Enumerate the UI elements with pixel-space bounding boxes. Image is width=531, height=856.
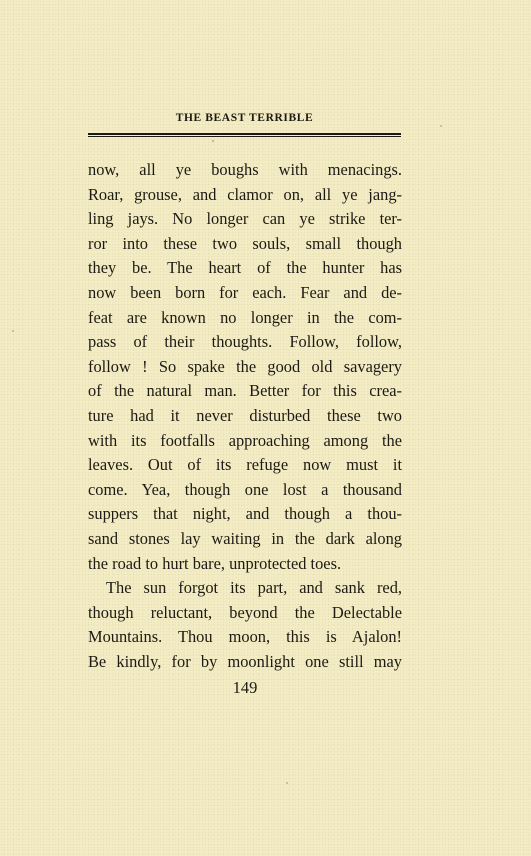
text-line: feat are known no longer in the com- [88, 307, 402, 327]
paper-speck [286, 782, 288, 784]
text-line: ture had it never disturbed these two [88, 405, 402, 425]
text-line: now been born for each. Fear and de- [88, 282, 402, 302]
text-line: leaves. Out of its refuge now must it [88, 455, 402, 475]
text-line: follow ! So spake the good old savagery [88, 356, 402, 376]
text-line: they be. The heart of the hunter has [88, 258, 402, 278]
text-line: come. Yea, though one lost a thousand [88, 479, 402, 499]
text-line: though reluctant, beyond the Delectable [88, 602, 402, 622]
paper-speck [212, 140, 214, 142]
text-line: Roar, grouse, and clamor on, all ye jang- [88, 184, 402, 204]
text-line: now, all ye boughs with menacings. [88, 160, 402, 179]
text-line-paragraph-start: The sun forgot its part, and sank red, [106, 578, 402, 598]
text-line: Mountains. Thou moon, this is Ajalon! [88, 627, 402, 647]
text-line: of the natural man. Better for this crea- [88, 381, 402, 401]
text-line: sand stones lay waiting in the dark along [88, 528, 402, 548]
body-text [88, 158, 402, 674]
running-head-title: THE BEAST TERRIBLE [175, 112, 314, 124]
paper-speck [12, 330, 14, 332]
text-line: Be kindly, for by moonlight one still may [88, 651, 402, 671]
text-line: ling jays. No longer can ye strike ter- [88, 209, 402, 229]
paper-speck [440, 125, 442, 127]
header-rule [88, 133, 401, 137]
page-number: 149 [232, 678, 258, 697]
text-line: pass of their thoughts. Follow, follow, [88, 332, 402, 352]
text-line: suppers that night, and though a thou- [88, 504, 402, 524]
text-line: with its footfalls approaching among the [88, 430, 402, 450]
text-line: the road to hurt bare, unprotected toes. [88, 553, 342, 573]
text-line: ror into these two souls, small though [88, 233, 402, 253]
